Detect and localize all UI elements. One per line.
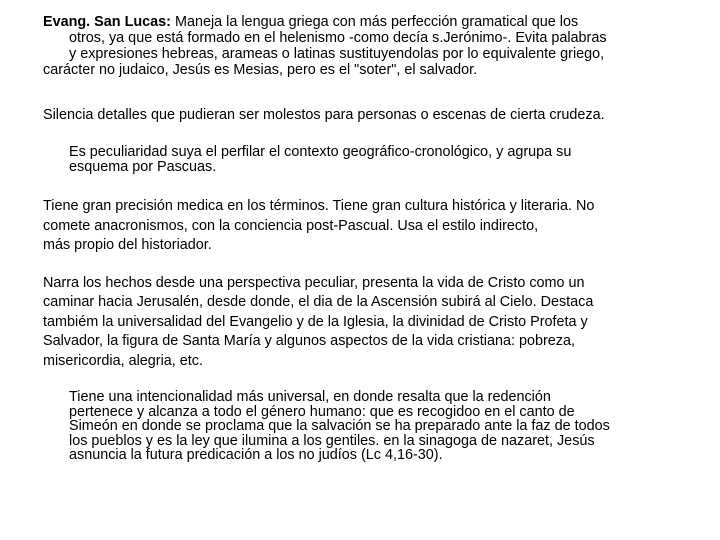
text-line: Tiene una intencionalidad más universal, en donde resalta que la redención [69, 389, 551, 405]
text-line: asnuncia la futura predicación a los no judíos (Lc 4,16-30). [69, 447, 443, 464]
text-line: Salvador, la figura de Santa María y algunos aspectos de la vida cristiana: pobreza, [43, 333, 575, 350]
section-heading: Evang. San Lucas: [43, 14, 171, 30]
text-line: misericordia, alegria, etc. [43, 352, 203, 369]
text-line: esquema por Pascuas. [69, 158, 217, 175]
text-line: comete anacronismos, con la conciencia post-Pascual. Usa el estilo indirecto, [43, 217, 539, 234]
paragraph-precision [43, 197, 594, 256]
text-line: Simeón en donde se proclama que la salvación se ha preparado ante la faz de todos [69, 418, 610, 435]
text-line: y expresiones hebreas, arameas o latinas sustituyendolas por lo equivalente griego, [69, 46, 605, 62]
paragraph-silencia: Silencia detalles que pudieran ser molestos para personas o escenas de cierta crudeza. [43, 107, 605, 123]
text-line: más propio del historiador. [43, 237, 212, 253]
text-run: Maneja la lengua griega con más perfección gramatical que los [170, 14, 579, 30]
paragraph-universal [69, 390, 610, 463]
text-line: pertenece y alcanza a todo el género humano: que es recogidoo en el canto de [69, 403, 575, 420]
text-line: otros, ya que está formado en el helenismo -como decía s.Jerónimo-. Evita palabras [69, 30, 607, 46]
text-line [43, 14, 683, 30]
text-line: caminar hacia Jerusalén, desde donde, el dia de la Ascensión subirá al Cielo. Destaca [43, 294, 594, 311]
paragraph-contexto [69, 145, 571, 174]
text-line: Tiene gran precisión medica en los términos. Tiene gran cultura histórica y literaria. No [43, 198, 595, 214]
text-line: los pueblos y es la ley que ilumina a los gentiles. en la sinagoga de nazaret, Jesús [69, 432, 595, 449]
text-line: carácter no judaico, Jesús es Mesias, pero es el "soter", el salvador. [43, 62, 478, 78]
text-line: Narra los hechos desde una perspectiva peculiar, presenta la vida de Cristo como un [43, 275, 585, 291]
text-line: tambiém la universalidad del Evangelio y de la Iglesia, la divinidad de Cristo Profeta y [43, 313, 588, 330]
paragraph-lucas-intro [43, 14, 683, 78]
text-line: Es peculiaridad suya el perfilar el contexto geográfico-cronológico, y agrupa su [69, 144, 572, 160]
paragraph-narra [43, 274, 593, 371]
